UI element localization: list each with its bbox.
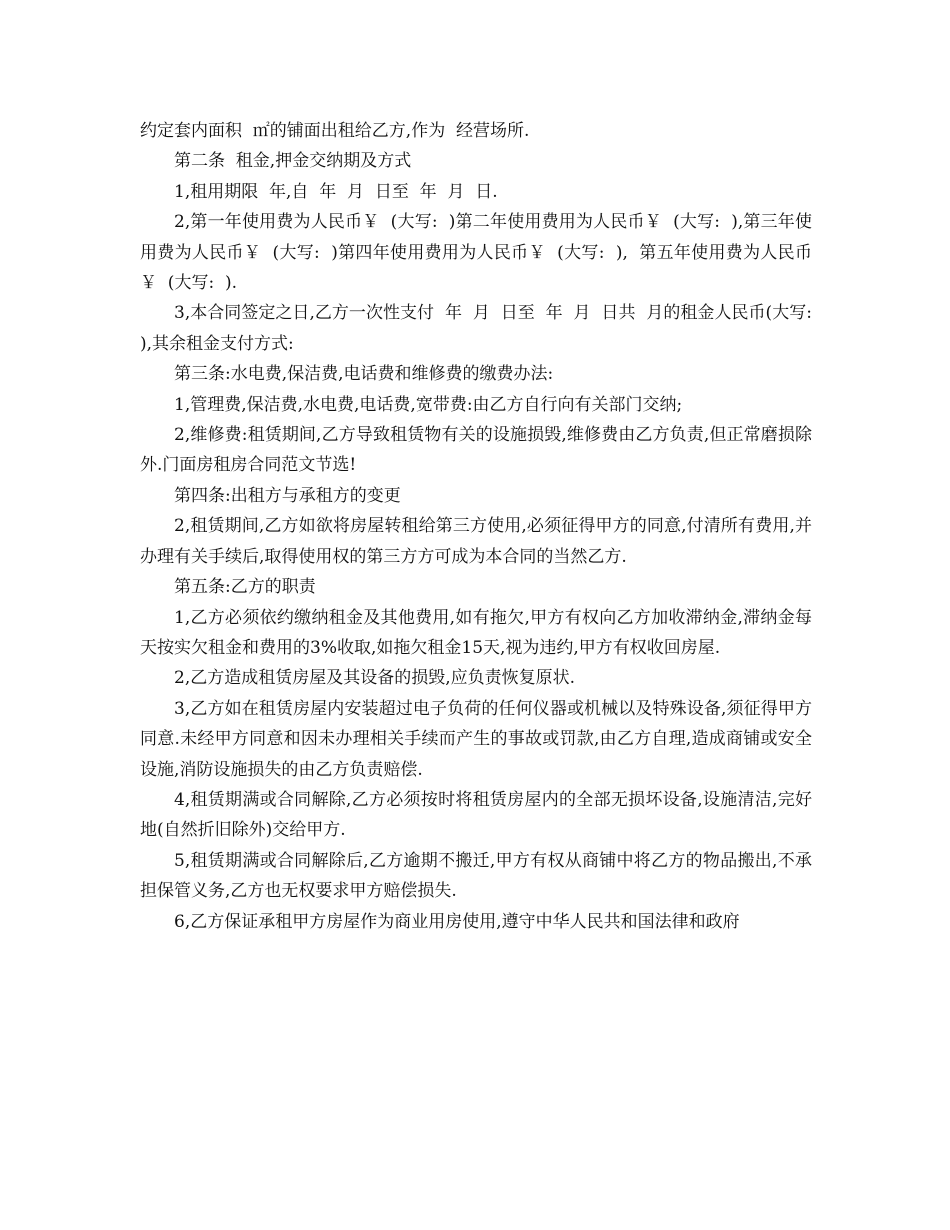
contract-paragraph: 3,本合同签定之日,乙方一次性支付 年 月 日至 年 月 日共 月的租金人民币(大写: ),其余租金支付方式: — [140, 303, 823, 354]
contract-paragraph: 2,第一年使用费为人民币￥ (大写: )第二年使用费用为人民币￥ (大写: ),第三年使用费为人民币￥ (大写: )第四年使用费用为人民币￥ (大写: ), 第五年使用费为人民币￥ (大写: ). — [140, 212, 812, 294]
contract-paragraph: 2,维修费:租赁期间,乙方导致租赁物有关的设施损毁,维修费由乙方负责,但正常磨损除外.门面房租房合同范文节选! — [140, 425, 812, 476]
contract-paragraph: 4,租赁期满或合同解除,乙方必须按时将租赁房屋内的全部无损坏设备,设施清洁,完好地(自然折旧除外)交给甲方. — [140, 789, 812, 841]
article-heading: 第四条:出租方与承租方的变更 — [174, 485, 401, 506]
contract-paragraph: 约定套内面积 ㎡的铺面出租给乙方,作为 经营场所. — [140, 121, 530, 141]
contract-paragraph: 1,租用期限 年,自 年 月 日至 年 月 日. — [174, 181, 498, 202]
contract-paragraph: 3,乙方如在租赁房屋内安装超过电子负荷的任何仪器或机械以及特殊设备,须征得甲方同意.未经甲方同意和因未办理相关手续而产生的事故或罚款,由乙方自理,造成商铺或安全设施,消防设施损失的由乙方负责赔偿. — [140, 698, 812, 780]
article-heading: 第五条:乙方的职责 — [174, 577, 316, 598]
document-body — [140, 116, 823, 937]
contract-paragraph: 2,乙方造成租赁房屋及其设备的损毁,应负责恢复原状. — [174, 668, 576, 689]
article-heading: 第二条 租金,押金交纳期及方式 — [174, 151, 412, 172]
contract-paragraph: 5,租赁期满或合同解除后,乙方逾期不搬迁,甲方有权从商铺中将乙方的物品搬出,不承担保管义务,乙方也无权要求甲方赔偿损失. — [140, 850, 812, 902]
contract-paragraph: 6,乙方保证承租甲方房屋作为商业用房使用,遵守中华人民共和国法律和政府 — [174, 911, 740, 932]
contract-paragraph: 1,管理费,保洁费,水电费,电话费,宽带费:由乙方自行向有关部门交纳; — [174, 394, 683, 415]
contract-paragraph: 2,租赁期间,乙方如欲将房屋转租给第三方使用,必须征得甲方的同意,付清所有费用,并办理有关手续后,取得使用权的第三方方可成为本合同的当然乙方. — [140, 516, 812, 567]
article-heading: 第三条:水电费,保洁费,电话费和维修费的缴费办法: — [174, 364, 554, 385]
contract-paragraph: 1,乙方必须依约缴纳租金及其他费用,如有拖欠,甲方有权向乙方加收滞纳金,滞纳金每天按实欠租金和费用的3%收取,如拖欠租金15天,视为违约,甲方有权收回房屋. — [140, 607, 812, 658]
